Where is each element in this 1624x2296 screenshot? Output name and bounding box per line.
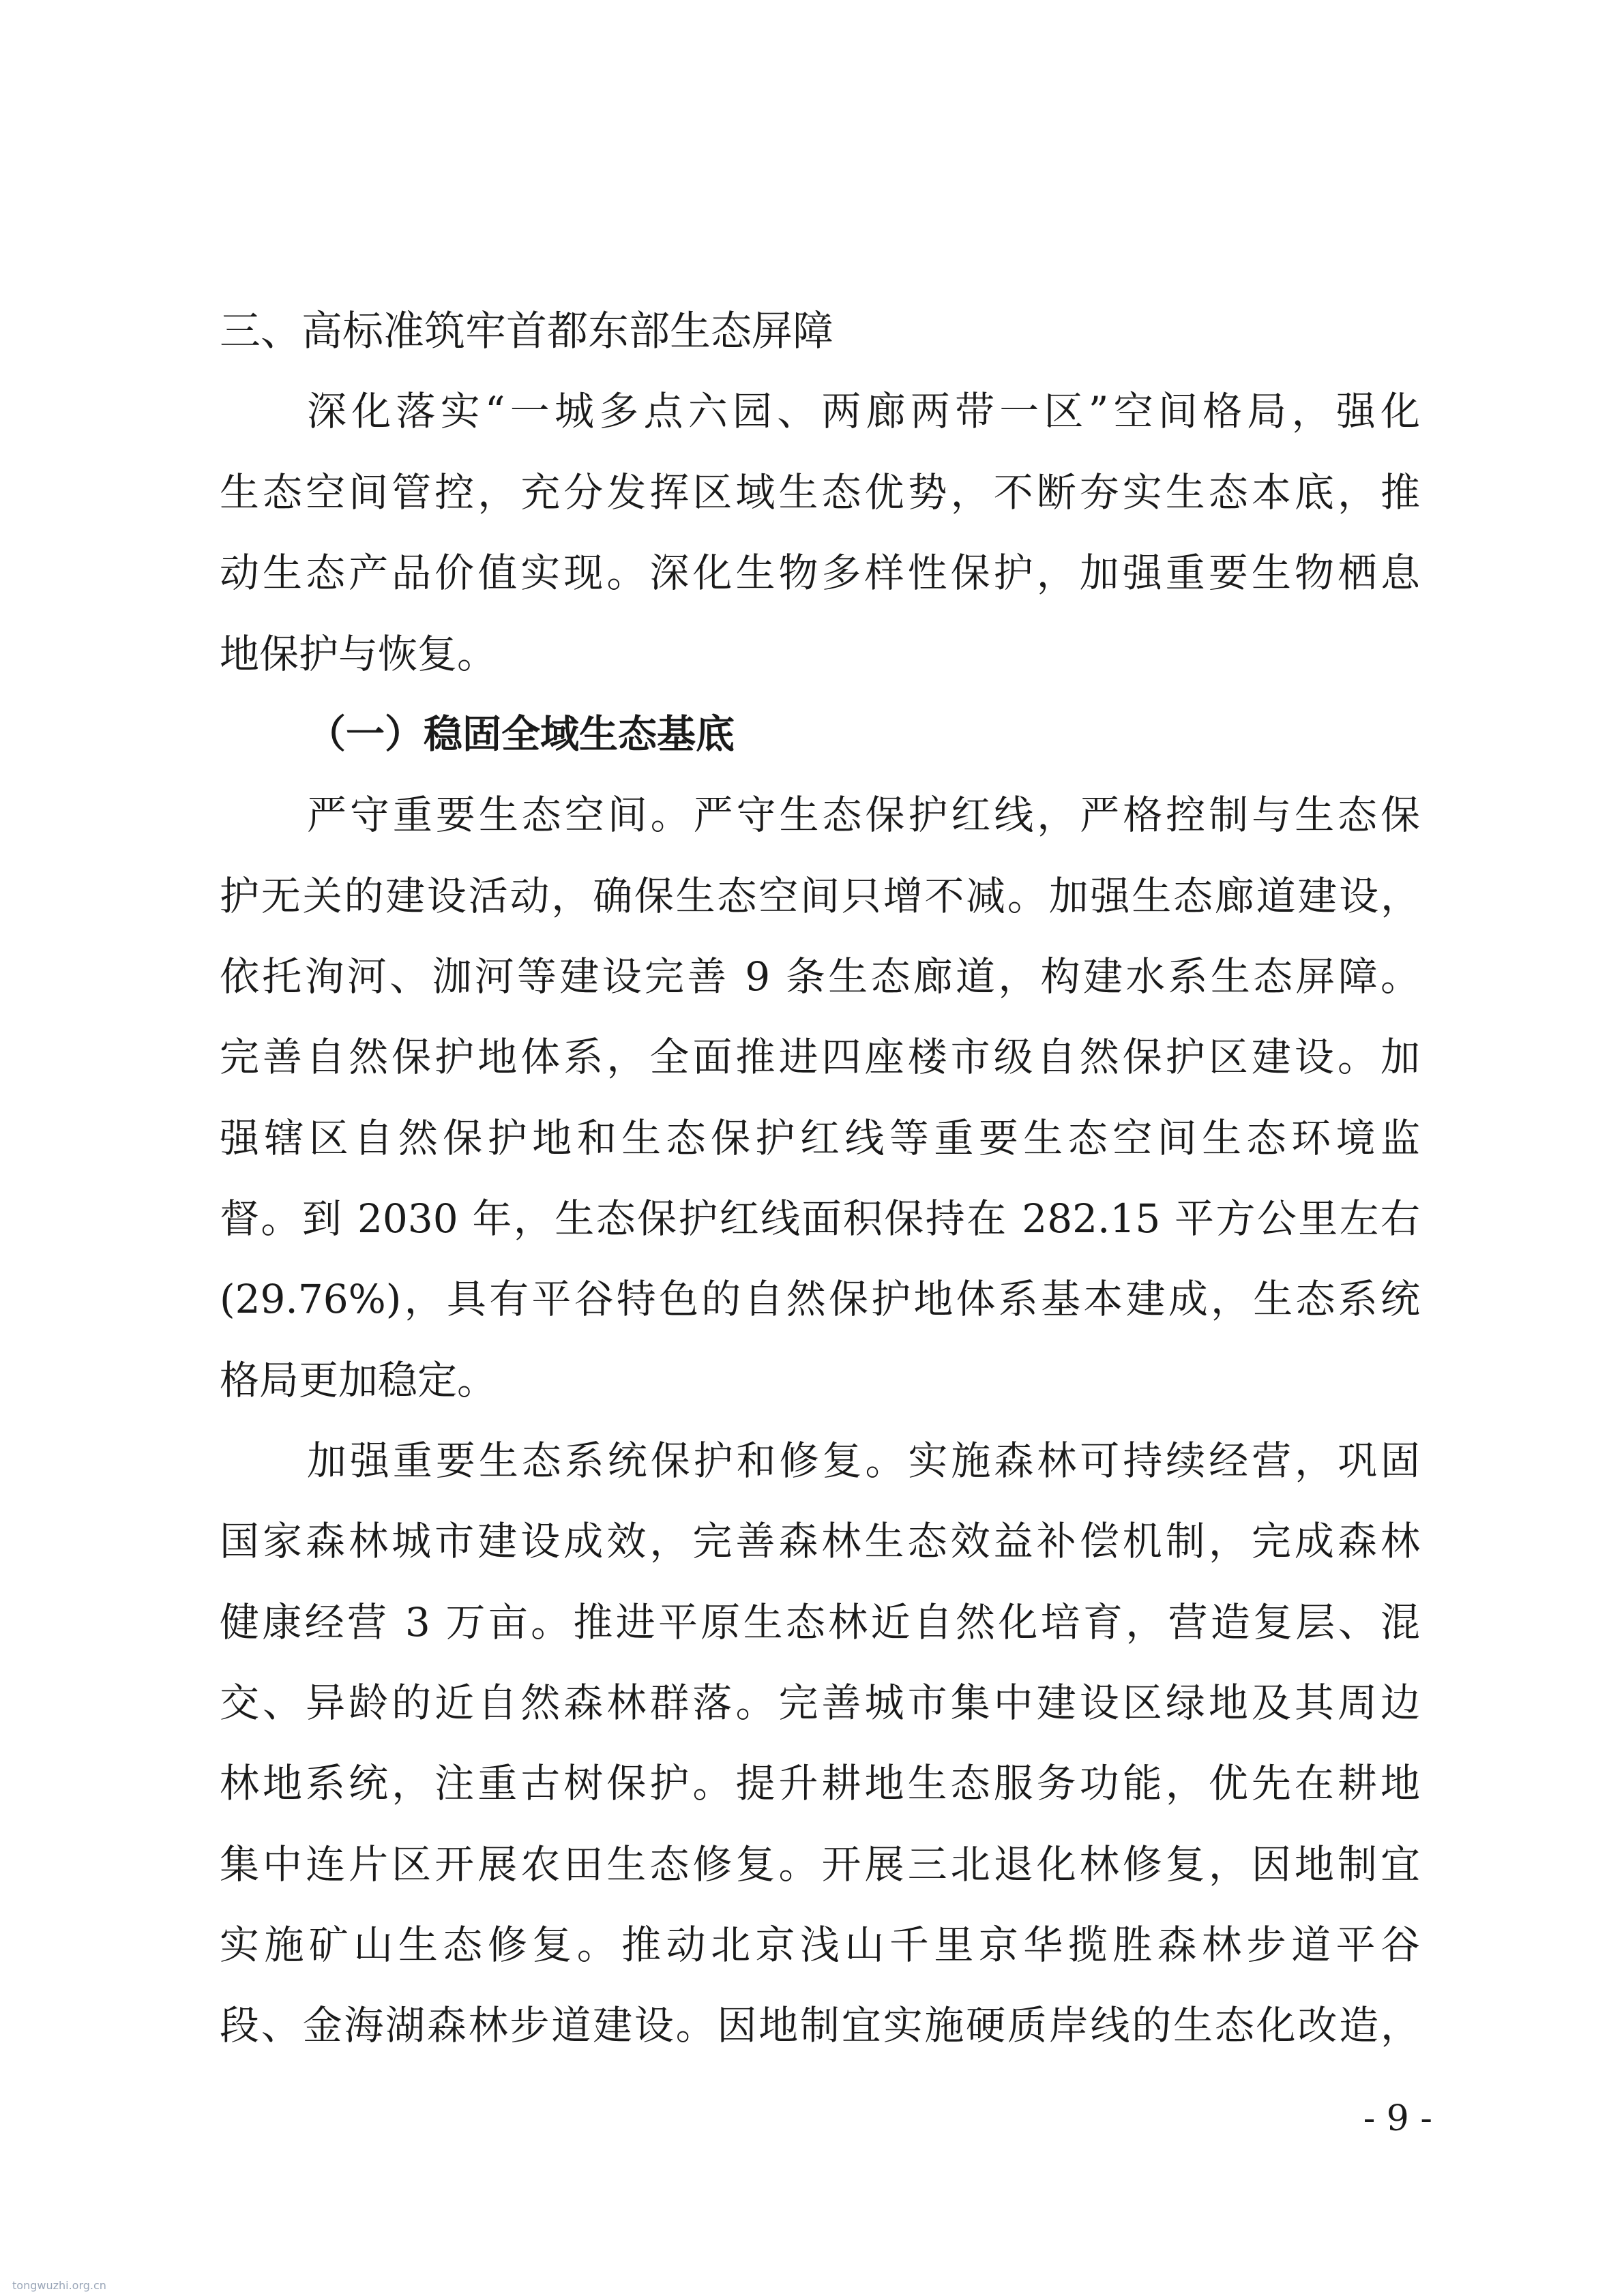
paragraph-line: 严守重要生态空间。严守生态保护红线，严格控制与生态保 xyxy=(307,792,1420,838)
paragraph-line: 护无关的建设活动，确保生态空间只增不减。加强生态廊道建设， xyxy=(220,873,1420,919)
paragraph-line: 地保护与恢复。 xyxy=(220,631,497,677)
paragraph-line: 实施矿山生态修复。推动北京浅山千里京华揽胜森林步道平谷 xyxy=(220,1922,1420,1968)
paragraph-line: 国家森林城市建设成效，完善森林生态效益补偿机制，完成森林 xyxy=(220,1518,1420,1564)
paragraph-line: 完善自然保护地体系，全面推进四座楼市级自然保护区建设。加 xyxy=(220,1034,1420,1080)
paragraph-line: 动生态产品价值实现。深化生物多样性保护，加强重要生物栖息 xyxy=(220,550,1420,596)
section-heading: 三、高标准筑牢首都东部生态屏障 xyxy=(220,308,833,355)
subsection-heading: （一）稳固全域生态基底 xyxy=(307,712,735,757)
page-number: - 9 - xyxy=(1363,2098,1432,2139)
paragraph-line: 生态空间管控，充分发挥区域生态优势，不断夯实生态本底，推 xyxy=(220,469,1420,516)
paragraph-line: 集中连片区开展农田生态修复。开展三北退化林修复，因地制宜 xyxy=(220,1841,1420,1888)
paragraph-line: 健康经营 3 万亩。推进平原生态林近自然化培育，营造复层、混 xyxy=(220,1599,1420,1645)
paragraph-line: (29.76%)，具有平谷特色的自然保护地体系基本建成，生态系统 xyxy=(220,1276,1420,1322)
watermark-text: tongwuzhi.org.cn xyxy=(12,2279,106,2292)
paragraph-line: 加强重要生态系统保护和修复。实施森林可持续经营，巩固 xyxy=(307,1437,1420,1484)
paragraph-line: 深化落实“一城多点六园、两廊两带一区”空间格局，强化 xyxy=(307,388,1420,434)
paragraph-line: 段、金海湖森林步道建设。因地制宜实施硬质岸线的生态化改造， xyxy=(220,2002,1420,2048)
paragraph-line: 依托洵河、泇河等建设完善 9 条生态廊道，构建水系生态屏障。 xyxy=(220,953,1420,1000)
paragraph-line: 林地系统，注重古树保护。提升耕地生态服务功能，优先在耕地 xyxy=(220,1760,1420,1806)
paragraph-line: 格局更加稳定。 xyxy=(220,1357,497,1403)
paragraph-line: 督。到 2030 年，生态保护红线面积保持在 282.15 平方公里左右 xyxy=(220,1195,1420,1242)
paragraph-line: 交、异龄的近自然森林群落。完善城市集中建设区绿地及其周边 xyxy=(220,1680,1420,1726)
paragraph-line: 强辖区自然保护地和生态保护红线等重要生态空间生态环境监 xyxy=(220,1115,1420,1161)
